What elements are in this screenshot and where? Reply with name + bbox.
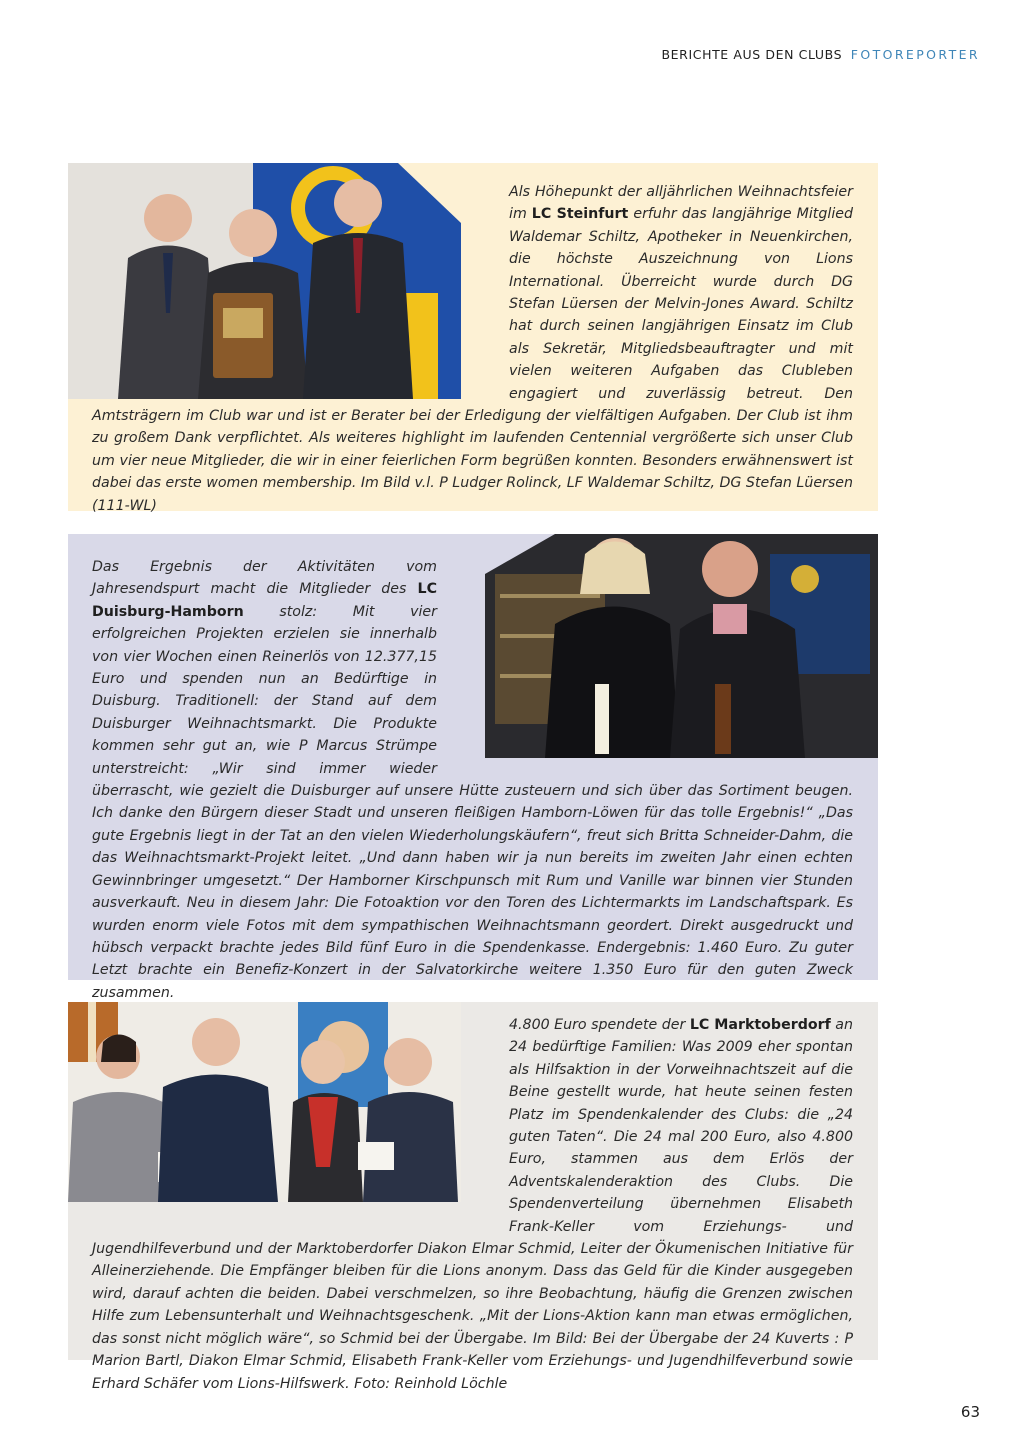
page-number: 63 [960, 1403, 980, 1421]
photo-wrap-spacer [92, 181, 509, 399]
article-lc-steinfurt [68, 163, 878, 514]
club-name: LC Steinfurt [531, 206, 629, 223]
club-name: LC Duisburg-Hamborn [92, 581, 437, 620]
club-name: LC Marktoberdorf [689, 1017, 831, 1033]
article-text [92, 1014, 853, 1395]
article-text [92, 181, 853, 517]
photo-wrap-spacer [92, 1014, 509, 1216]
article-intro: 4.800 Euro spendete der [509, 1017, 690, 1033]
running-header [662, 47, 981, 62]
article-intro: Als Höhepunkt der alljährlichen Weihnachtsfeier im [509, 184, 853, 223]
article-lc-duisburg-hamborn [68, 534, 878, 1001]
article-body: stolz: Mit vier erfolgreichen Projekten erzielen sie innerhalb von vier Wochen einen Reinerlös von 12.377,15 Euro und spenden nun an Bedürftige in Duisburg. Traditionell: der Stand auf dem Duisburger Weihnachtsmarkt. Die Produkte kommen sehr gut an, wie P Marcus Strümpe unterstreicht: „Wir sind immer wieder überrascht, wie gezielt die Duisburger auf unsere Hütte zusteuern und sich über das Sortiment beugen. Ich danke den Bürgern dieser Stadt und unseren fleißigen Hamborn-Löwen für das tolle Ergebnis!“ „Das gute Ergebnis liegt in der Tat an den vielen Wiederholungskäufern“, freut sich Britta Schneider-Dahm, die das Weihnachtsmarkt-Projekt leitet. „Und dann haben wir ja nun bereits im zweiten Jahr einen echten Gewinnbringer umgesetzt.“ Der Hamborner Kirschpunsch mit Rum und Vanille war binnen vier Stunden ausverkauft. Neu in diesem Jahr: Die Fotoaktion vor den Toren des Lichtermarkts im Landschaftspark. Es wurden enorm viele Fotos mit dem sympathischen Weihnachtsmann geordert. Direkt ausgedruckt und hübsch verpackt brachte jedes Bild fünf Euro in die Spendenkasse. Endergebnis: 1.460 Euro. Zu guter Letzt brachte ein Benefiz-Konzert in der Salvatorkirche weitere 1.350 Euro für den guten Zweck zusammen. [92, 603, 853, 1001]
article-body: an 24 bedürftige Familien: Was 2009 eher spontan als Hilfsaktion in der Vorweihnachtszeit auf die Beine gestellt wurde, hat heute seinen festen Platz im Spendenkalender des Clubs: die „24 guten Taten“. Die 24 mal 200 Euro, also 4.800 Euro, stammen aus dem Erlös der Adventskalenderaktion des Clubs. Die Spendenverteilung übernehmen Elisabeth Frank-Keller vom Erziehungs- und Jugendhilfeverbund und der Marktoberdorfer Diakon Elmar Schmid, Leiter der Ökumenischen Initiative für Alleinerziehende. Die Empfänger bleiben für die Lions anonym. Dass das Geld für die Kinder ausgegeben wird, darauf achten die beiden. Dabei verschmelzen, so ihre Beobachtung, häufig die Grenzen zwischen Hilfe zum Lebensunterhalt und Weihnachtsgeschenk. „Mit der Lions-Aktion kann man etwas ermöglichen, das sonst nicht möglich wäre“, so Schmid bei der Übergabe. Im Bild: Bei der Übergabe der 24 Kuverts : P Marion Bartl, Diakon Elmar Schmid, Elisabeth Frank-Keller vom Erziehungs- und Jugendhilfeverbund sowie Erhard Schäfer vom Lions-Hilfswerk. Foto: Reinhold Löchle [92, 1017, 853, 1392]
photo-wrap-spacer [437, 556, 853, 758]
article-body: erfuhr das langjährige Mitglied Waldemar Schiltz, Apotheker in Neuenkirchen, die höchste Auszeichnung von Lions International. Überreicht wurde durch DG Stefan Lüersen der Melvin-Jones Award. Schiltz hat durch seinen langjährigen Einsatz im Club als Sekretär, Mitgliedsbeauftragter und mit vielen weiteren Aufgaben das Clubleben engagiert und zuverlässig betreut. Den Amtsträgern im Club war und ist er Berater bei der Erledigung der vielfältigen Aufgaben. Der Club ist ihm zu großem Dank verpflichtet. Als weiteres highlight im laufenden Centennial vergrößerte sich unser Club um vier neue Mitglieder, die wir in einer feierlichen Form begrüßen konnten. Besonders erwähnenswert ist dabei das erste women membership. Im Bild v.l. P Ludger Rolinck, LF Waldemar Schiltz, DG Stefan Lüersen (111-WL) [92, 206, 853, 514]
article-text [92, 556, 853, 1004]
section-title: BERICHTE AUS DEN CLUBS [661, 47, 843, 62]
article-intro: Das Ergebnis der Aktivitäten vom Jahresendspurt macht die Mitglieder des [92, 559, 437, 598]
article-lc-marktoberdorf [68, 1002, 878, 1392]
subsection-title: FOTOREPORTER [850, 47, 980, 62]
